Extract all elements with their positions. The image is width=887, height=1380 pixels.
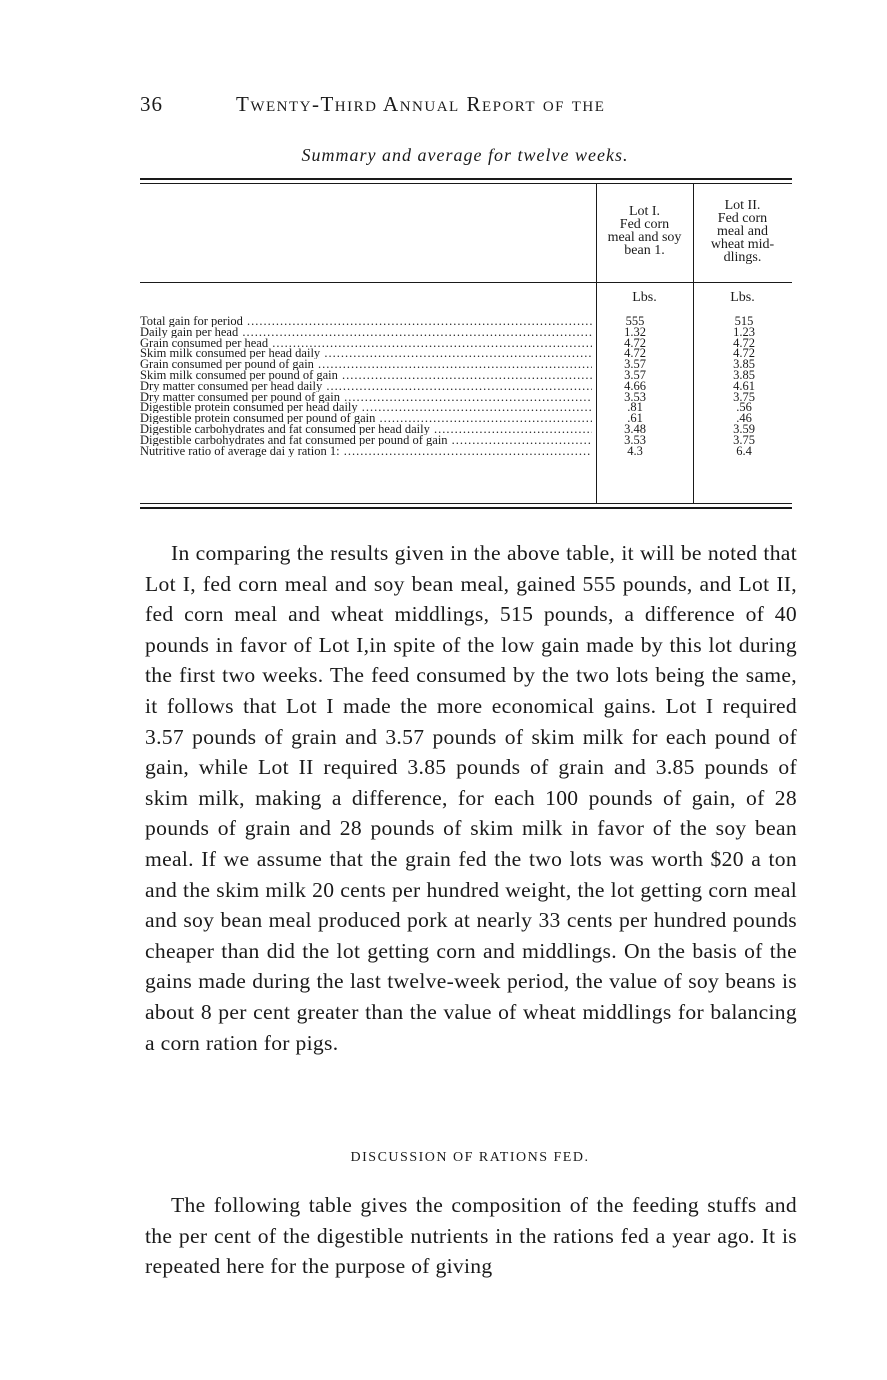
lot1-column-heading	[596, 205, 693, 257]
table-row	[140, 359, 792, 370]
row-label: Digestible carbohydrates and fat consumed per head daily .....	[140, 424, 592, 435]
row-label: Skim milk consumed per head daily .....	[140, 348, 592, 359]
table-row	[140, 413, 792, 424]
row-label: Grain consumed per pound of gain .....	[140, 359, 592, 370]
lot2-heading-line: wheat mid-	[710, 237, 775, 252]
lot1-value: 4.66	[624, 378, 646, 393]
lot2-value: .46	[736, 411, 752, 426]
lot2-value: 515	[734, 314, 754, 328]
lot2-column-heading	[693, 199, 792, 264]
lot2-heading-line: meal and	[717, 224, 768, 239]
row-label: Dry matter consumed per pound of gain .....	[140, 392, 592, 403]
row-label: Digestible protein consumed per head daily .....	[140, 402, 592, 413]
row-label: Dry matter consumed per head daily .....	[140, 381, 592, 392]
table-row	[140, 324, 792, 339]
lot1-heading-line: Lot I.	[628, 204, 661, 219]
table-bottom-rule	[140, 507, 792, 509]
lot1-value: 4.72	[624, 346, 646, 361]
lot2-value: 6.4	[736, 443, 752, 458]
lot1-value: 3.53	[624, 432, 646, 447]
lot2-value: 3.75	[733, 432, 755, 447]
table-row	[140, 335, 792, 350]
lot1-heading-line: bean 1.	[624, 243, 665, 258]
row-label: Digestible protein consumed per pound of gain .....	[140, 413, 592, 424]
table-row	[140, 402, 792, 413]
page-header	[140, 92, 800, 122]
lot2-value: 3.59	[733, 422, 755, 436]
lot2-value: 4.61	[733, 378, 755, 393]
lot1-heading-line: meal and soy	[607, 230, 682, 245]
table-row	[140, 348, 792, 359]
row-label: Total gain for period .....	[140, 316, 592, 327]
table-row	[140, 370, 792, 381]
lot1-value: 3.57	[624, 357, 646, 372]
lot1-heading-line: Fed corn	[619, 217, 670, 232]
table-row	[140, 389, 792, 404]
section-heading: DISCUSSION OF RATIONS FED.	[350, 1150, 590, 1165]
lot1-value: 3.53	[624, 389, 646, 404]
table-top-rule-inner	[140, 183, 792, 184]
lot2-value: 4.72	[733, 346, 755, 361]
lot1-value: 1.32	[624, 324, 646, 339]
lot1-value: 4.3	[627, 443, 643, 458]
table-row	[140, 443, 792, 458]
table-row	[140, 424, 792, 435]
row-label: Nutritive ratio of average dai y ration 1: .....	[140, 446, 592, 457]
row-label: Skim milk consumed per pound of gain .....	[140, 370, 592, 381]
table-row	[140, 432, 792, 447]
lot2-value: 4.72	[733, 335, 755, 350]
table-top-rule	[140, 178, 792, 180]
lot1-unit: Lbs.	[632, 290, 657, 305]
row-label: Daily gain per head .....	[140, 327, 592, 338]
lot2-heading-line: Fed corn	[717, 211, 768, 226]
row-label: Grain consumed per head .....	[140, 338, 592, 349]
lot2-value: 3.85	[733, 368, 755, 382]
row-label: Digestible carbohydrates and fat consumed per pound of gain .....	[140, 435, 592, 446]
lot2-heading-line: Lot II.	[724, 198, 761, 213]
running-title: Twenty-Third Annual Report of the	[236, 92, 606, 116]
summary-table	[140, 178, 792, 513]
page-number: 36	[140, 92, 163, 116]
lot1-value: 555	[625, 314, 645, 328]
lot1-value: 3.57	[624, 368, 646, 382]
table-row	[140, 316, 792, 327]
table-caption: Summary and average for twelve weeks.	[301, 145, 629, 165]
lot2-value: .56	[736, 400, 752, 415]
lot1-value: 3.48	[624, 422, 646, 436]
lot2-value: 1.23	[733, 324, 755, 339]
paragraph-comparison: In comparing the results given in the above table, it will be noted that Lot I, fed corn meal and soy bean meal, gained 555 pounds, and Lot II, fed corn meal and wheat middlings, 515 pounds, a difference of 40 pounds in favor of Lot I,in spite of the low gain made by this lot during the first two weeks. The feed consumed by the two lots being the same, it follows that Lot I made the more economical gains. Lot I required 3.57 pounds of grain and 3.57 pounds of skim milk for each pound of gain, while Lot II required 3.85 pounds of grain and 3.85 pounds of skim milk, making a difference, for each 100 pounds of gain, of 28 pounds of grain and 28 pounds of skim milk in favor of the soy bean meal. If we assume that the grain fed the two lots was worth $20 a ton and the skim milk 20 cents per hundred weight, the lot getting corn meal and soy bean meal produced pork at nearly 33 cents per hundred pounds cheaper than did the lot getting corn and middlings. On the basis of the gains made during the last twelve-week period, the value of soy beans is about 8 per cent greater than the value of wheat middlings for balancing a corn ration for pigs.	[145, 541, 797, 1055]
header-divider-rule	[140, 282, 792, 283]
lot1-value: .81	[627, 400, 643, 415]
lot2-value: 3.75	[733, 389, 755, 404]
lot1-value: .61	[627, 411, 643, 426]
lot2-heading-line: dlings.	[723, 250, 762, 265]
paragraph-discussion: The following table gives the composition of the feeding stuffs and the per cent of the digestible nutrients in the rations fed a year ago. It is repeated here for the purpose of giving	[145, 1193, 797, 1279]
table-row	[140, 378, 792, 393]
lot2-value: 3.85	[733, 357, 755, 372]
lot1-value: 4.72	[624, 335, 646, 350]
table-bottom-rule-inner	[140, 503, 792, 504]
lot2-unit: Lbs.	[730, 290, 755, 305]
